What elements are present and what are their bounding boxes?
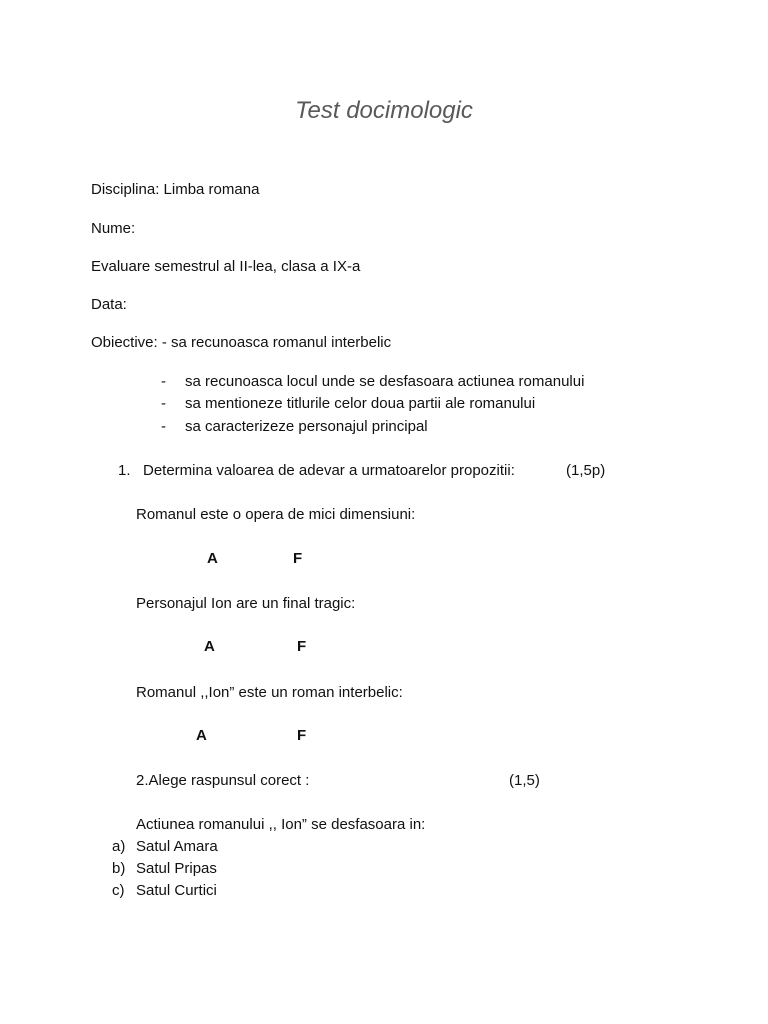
list-bullet: -: [161, 373, 166, 390]
list-item: sa recunoasca locul unde se desfasoara actiunea romanului: [185, 373, 585, 390]
answer-a: A: [196, 727, 207, 744]
question-text: Determina valoarea de adevar a urmatoarelor propozitii:: [143, 462, 515, 479]
question-points: (1,5p): [566, 462, 606, 479]
answer-a: A: [207, 550, 218, 567]
disciplina-line: Disciplina: Limba romana: [91, 181, 260, 198]
option-text: Satul Pripas: [136, 860, 217, 877]
list-bullet: -: [161, 418, 166, 435]
obiective-line: Obiective: - sa recunoasca romanul interbelic: [91, 334, 392, 351]
question-number: 1.: [118, 462, 131, 479]
option-text: Satul Curtici: [136, 882, 217, 899]
statement-text: Romanul ,,Ion” este un roman interbelic:: [136, 684, 403, 701]
statement-text: Romanul este o opera de mici dimensiuni:: [136, 506, 416, 523]
list-item: sa mentioneze titlurile celor doua partii ale romanului: [185, 395, 536, 412]
option-letter: c): [112, 882, 125, 899]
data-line: Data:: [91, 296, 127, 313]
evaluare-line: Evaluare semestrul al II-lea, clasa a IX-a: [91, 258, 361, 275]
answer-f: F: [297, 727, 307, 744]
nume-line: Nume:: [91, 220, 136, 237]
question-points: (1,5): [509, 772, 540, 789]
statement-text: Personajul Ion are un final tragic:: [136, 595, 356, 612]
option-text: Satul Amara: [136, 838, 218, 855]
page-title: Test docimologic: [295, 97, 473, 124]
question-prompt: Actiunea romanului ,, Ion” se desfasoara in:: [136, 816, 426, 833]
question-text: 2.Alege raspunsul corect :: [136, 772, 310, 789]
answer-a: A: [204, 638, 215, 655]
option-letter: b): [112, 860, 126, 877]
list-item: sa caracterizeze personajul principal: [185, 418, 428, 435]
answer-f: F: [293, 550, 303, 567]
answer-f: F: [297, 638, 307, 655]
option-letter: a): [112, 838, 126, 855]
list-bullet: -: [161, 395, 166, 412]
